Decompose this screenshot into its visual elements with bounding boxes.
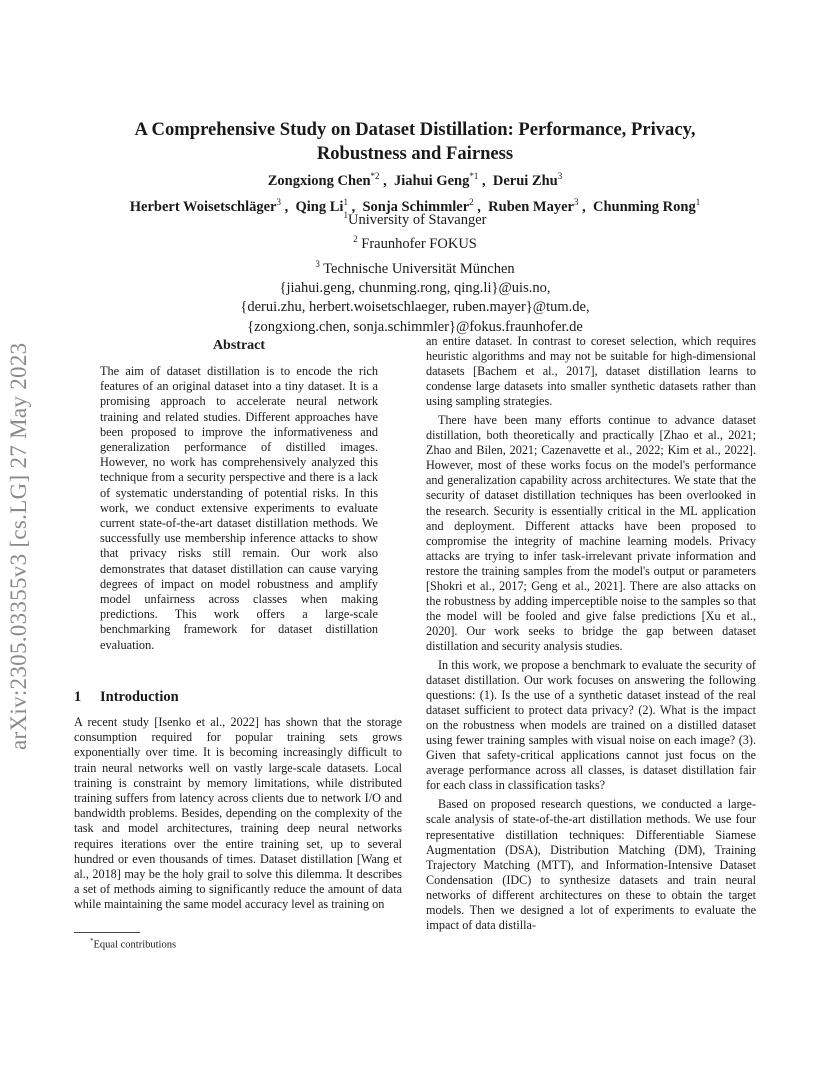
author-name: Qing Li: [295, 198, 344, 215]
affiliation-name: Technische Universität München: [319, 260, 515, 277]
author-name: Sonja Schimmler: [362, 198, 470, 215]
paragraph: Based on proposed research questions, we conducted a large-scale analysis of state-of-the-art distillation methods. We use four representative distillation techniques: Differentiable Siamese Augmentation (DSA), Distribution Matching (DM), Training Trajectory Matching (MTT), and Information-Intensive Dataset Condensation (IDC) to synthesize datasets and train neural networks of different architectures on these to obtain the target models. Then we designed a lot of experiments to evaluate the impact of data distilla-: [426, 797, 756, 932]
author-affiliation-mark: 1: [343, 196, 348, 207]
author-affiliation-mark: 3: [276, 196, 281, 207]
affiliation-mark: 2: [353, 234, 358, 245]
footnote-mark: *: [90, 937, 94, 945]
footnote-text: Equal contributions: [93, 939, 177, 951]
affiliations: [100, 206, 730, 337]
section-title: Introduction: [100, 689, 179, 705]
affiliation-mark: 3: [315, 258, 320, 269]
author-line-2: Herbert Woisetschläger$^3$ , Qing Li$^1$ , Sonja Schimmler$^2$ , Ruben Mayer$^3$ , Chunming Rong$^1$: [129, 196, 701, 215]
email-line-2: {derui.zhu, herbert.woisetschlaeger, ruben.mayer}@tum.de,: [240, 299, 590, 316]
author-affiliation-mark: *2: [370, 171, 380, 181]
paper-title: A Comprehensive Study on Dataset Distillation: Performance, Privacy, Robustness and Fairness: [134, 119, 696, 164]
affiliation-mark: 1: [343, 210, 348, 220]
left-column-body: [74, 715, 402, 913]
email-line-1: {jiahui.geng, chunming.rong, qing.li}@uis.no,: [279, 279, 551, 296]
affiliation-name: Fraunhofer FOKUS: [357, 236, 477, 253]
arxiv-identifier-stamp: arXiv:2305.03355v3 [cs.LG] 27 May 2023: [6, 342, 31, 750]
author-name: Chunming Rong: [592, 198, 696, 215]
footnote: [90, 937, 176, 951]
author-name: Zongxiong Chen: [267, 172, 371, 189]
author-name: Derui Zhu: [492, 172, 558, 189]
affiliation-1: [100, 206, 730, 230]
author-line-1: Zongxiong Chen$^{*2}$ , Jiahui Geng$^{*1}$ , Derui Zhu$^3$: [267, 171, 563, 189]
paragraph: There have been many efforts continue to advance dataset distillation, both theoretically and practically [Zhao et al., 2021; Zhao and Bilen, 2021; Cazenavette et al., 2022; Kim et al., 2022]. However, most of these works focus on the model's performance and generalization capability across architectures. We state that the security of dataset distillation techniques has been overlooked in the research. Security is essentially critical in the ML application and deployment. Different attacks have been proposed to compromise the integrity of machine learning models. Privacy attacks are trying to infer task-irrelevant private information and restore the training samples from the model's output or parameters [Shokri et al., 2017; Geng et al., 2021]. There are also attacks on the robustness by adding imperceptible noise to the samples so that the model will be fooled and give false predictions [Xu et al., 2020]. Our work seeks to bridge the gap between dataset distillation and security analysis studies.: [426, 413, 756, 653]
paragraph: A recent study [Isenko et al., 2022] has shown that the storage consumption required for popular training sets grows exponentially over time. It is becoming increasingly difficult to train neural networks well on vastly large-scale datasets. Local training is constraint by memory limitations, while distributed training suffers from latency across clients due to network I/O and bandwidth problems. Besides, depending on the complexity of the task and model architectures, training deep neural networks requires iterations over the entire training set, up to several hundred or even thousands of times. Dataset distillation [Wang et al., 2018] may be the holy grail to solve this dilemma. It describes a set of methods aiming to significantly reduce the amount of data while maintaining the same model accuracy level as training on: [74, 715, 402, 912]
paragraph: an entire dataset. In contrast to coreset selection, which requires heuristic algorithms and may not be suitable for high-dimensional datasets [Bachem et al., 2017], dataset distillation learns to condense large datasets into smaller synthetic datasets rather than using sampling strategies.: [426, 334, 756, 409]
author-name: Herbert Woisetschläger: [129, 198, 277, 215]
abstract-heading: Abstract: [212, 338, 266, 353]
section-number: 1: [74, 689, 82, 705]
author-affiliation-mark: *1: [469, 171, 479, 181]
author-affiliation-mark: 1: [695, 196, 701, 207]
affiliation-2: [100, 230, 730, 254]
footnote-divider: [74, 932, 140, 933]
affiliation-name: University of Stavanger: [347, 211, 487, 228]
right-column-body: [426, 334, 756, 937]
author-affiliation-mark: 3: [573, 196, 579, 207]
author-name: Ruben Mayer: [488, 198, 574, 215]
paragraph: In this work, we propose a benchmark to evaluate the security of dataset distillation. Our work focuses on answering the following questions: (1). Is the use of a synthetic dataset instead of the real dataset sufficient to protect data privacy? (2). What is the impact on the robustness when models are trained on a distilled dataset using fewer training samples with visual noise on each image? (3). Given that safety-critical applications cannot just focus on the average performance across all classes, is dataset distillation fair for each class in classification tasks?: [426, 657, 756, 793]
abstract-text: The aim of dataset distillation is to encode the rich features of an original dataset into a tiny dataset. It is a promising approach to accelerate neural network training and related studies. Different approaches have been proposed to improve the informativeness and generalization performance of distilled images. However, no work has comprehensively analyzed this technique from a security perspective and there is a lack of systematic understanding of potential risks. In this work, we conduct extensive experiments to evaluate current state-of-the-art dataset distillation methods. We successfully use membership inference attacks to show that privacy risks still remain. Our work also demonstrates that dataset distillation can cause varying degrees of impact on model robustness and amplify model unfairness across classes when making predictions. This work offers a large-scale benchmarking framework for dataset distillation evaluation.: [100, 364, 378, 652]
author-affiliation-mark: 3: [557, 171, 563, 181]
affiliation-3: [100, 255, 730, 279]
email-line-3: {zongxiong.chen, sonja.schimmler}@fokus.fraunhofer.de: [247, 318, 583, 335]
author-affiliation-mark: 2: [469, 196, 474, 207]
author-name: Jiahui Geng: [394, 172, 470, 189]
section-heading: [74, 689, 179, 706]
